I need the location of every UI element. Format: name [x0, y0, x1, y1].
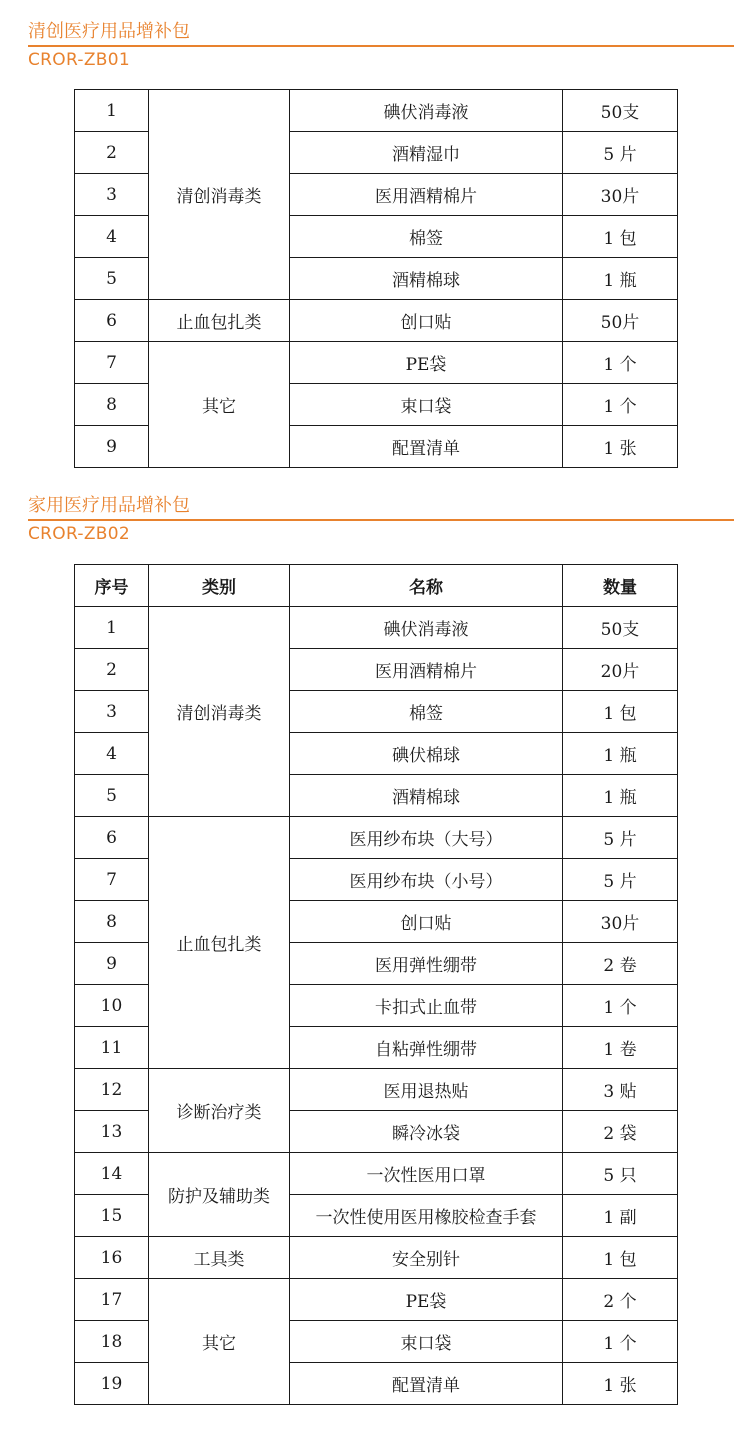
- kit2-title: 家用医疗用品增补包: [28, 495, 190, 516]
- kit1-divider: [28, 45, 734, 47]
- row-number: 5: [75, 258, 149, 300]
- row-number: 3: [75, 691, 149, 733]
- row-number: 11: [75, 1027, 149, 1069]
- item-quantity: 1 包: [563, 1237, 678, 1279]
- kit1-table: [74, 89, 678, 468]
- category-cell: 止血包扎类: [149, 817, 290, 1069]
- item-name: 酒精棉球: [290, 775, 563, 817]
- item-quantity: 30片: [563, 174, 678, 216]
- item-name: 酒精湿巾: [290, 132, 563, 174]
- category-cell: 防护及辅助类: [149, 1153, 290, 1237]
- item-quantity: 1 瓶: [563, 258, 678, 300]
- item-name: 棉签: [290, 691, 563, 733]
- item-name: 安全别针: [290, 1237, 563, 1279]
- item-quantity: 1 瓶: [563, 775, 678, 817]
- item-quantity: 1 包: [563, 216, 678, 258]
- row-number: 15: [75, 1195, 149, 1237]
- table-row: [75, 342, 678, 384]
- item-quantity: 5 片: [563, 859, 678, 901]
- item-name: 酒精棉球: [290, 258, 563, 300]
- item-quantity: 50片: [563, 300, 678, 342]
- kit1-code: CROR-ZB01: [28, 50, 130, 70]
- item-name: 医用酒精棉片: [290, 174, 563, 216]
- row-number: 13: [75, 1111, 149, 1153]
- header-qty: 数量: [563, 565, 678, 607]
- row-number: 3: [75, 174, 149, 216]
- row-number: 7: [75, 342, 149, 384]
- category-cell: 止血包扎类: [149, 300, 290, 342]
- item-name: 医用弹性绷带: [290, 943, 563, 985]
- header-name: 名称: [290, 565, 563, 607]
- row-number: 2: [75, 649, 149, 691]
- kit1-title: 清创医疗用品增补包: [28, 21, 190, 42]
- row-number: 4: [75, 216, 149, 258]
- category-cell: 其它: [149, 342, 290, 468]
- item-name: 碘伏消毒液: [290, 607, 563, 649]
- row-number: 2: [75, 132, 149, 174]
- item-name: 医用退热贴: [290, 1069, 563, 1111]
- row-number: 4: [75, 733, 149, 775]
- row-number: 8: [75, 901, 149, 943]
- header-category: 类别: [149, 565, 290, 607]
- kit2-divider: [28, 519, 734, 521]
- item-name: 卡扣式止血带: [290, 985, 563, 1027]
- table-row: [75, 607, 678, 649]
- table-row: [75, 817, 678, 859]
- kit2-table: [74, 564, 678, 1405]
- row-number: 8: [75, 384, 149, 426]
- item-quantity: 1 个: [563, 342, 678, 384]
- table-row: [75, 1237, 678, 1279]
- header-no: 序号: [75, 565, 149, 607]
- row-number: 1: [75, 90, 149, 132]
- row-number: 16: [75, 1237, 149, 1279]
- item-name: 创口贴: [290, 300, 563, 342]
- row-number: 5: [75, 775, 149, 817]
- row-number: 10: [75, 985, 149, 1027]
- table-header-row: [75, 565, 678, 607]
- item-quantity: 1 包: [563, 691, 678, 733]
- row-number: 6: [75, 300, 149, 342]
- item-name: 束口袋: [290, 384, 563, 426]
- item-name: 束口袋: [290, 1321, 563, 1363]
- row-number: 12: [75, 1069, 149, 1111]
- row-number: 18: [75, 1321, 149, 1363]
- table-row: [75, 1279, 678, 1321]
- table-row: [75, 1069, 678, 1111]
- item-name: 自粘弹性绷带: [290, 1027, 563, 1069]
- item-name: 一次性使用医用橡胶检查手套: [290, 1195, 563, 1237]
- row-number: 19: [75, 1363, 149, 1405]
- item-name: 医用纱布块（小号）: [290, 859, 563, 901]
- row-number: 14: [75, 1153, 149, 1195]
- row-number: 9: [75, 943, 149, 985]
- table-row: [75, 90, 678, 132]
- item-quantity: 5 片: [563, 817, 678, 859]
- item-name: 医用纱布块（大号）: [290, 817, 563, 859]
- item-name: 棉签: [290, 216, 563, 258]
- item-quantity: 5 只: [563, 1153, 678, 1195]
- item-quantity: 3 贴: [563, 1069, 678, 1111]
- category-cell: 诊断治疗类: [149, 1069, 290, 1153]
- item-quantity: 2 卷: [563, 943, 678, 985]
- category-cell: 清创消毒类: [149, 90, 290, 300]
- kit2-code: CROR-ZB02: [28, 524, 130, 544]
- item-quantity: 1 副: [563, 1195, 678, 1237]
- item-name: 碘伏消毒液: [290, 90, 563, 132]
- row-number: 7: [75, 859, 149, 901]
- row-number: 9: [75, 426, 149, 468]
- item-name: 瞬冷冰袋: [290, 1111, 563, 1153]
- item-quantity: 20片: [563, 649, 678, 691]
- category-cell: 其它: [149, 1279, 290, 1405]
- item-quantity: 1 张: [563, 1363, 678, 1405]
- item-quantity: 2 袋: [563, 1111, 678, 1153]
- item-quantity: 1 个: [563, 985, 678, 1027]
- item-quantity: 1 个: [563, 384, 678, 426]
- item-name: 创口贴: [290, 901, 563, 943]
- item-quantity: 5 片: [563, 132, 678, 174]
- item-quantity: 50支: [563, 607, 678, 649]
- item-name: 一次性医用口罩: [290, 1153, 563, 1195]
- item-name: 医用酒精棉片: [290, 649, 563, 691]
- item-name: 配置清单: [290, 426, 563, 468]
- category-cell: 工具类: [149, 1237, 290, 1279]
- row-number: 6: [75, 817, 149, 859]
- row-number: 1: [75, 607, 149, 649]
- row-number: 17: [75, 1279, 149, 1321]
- item-quantity: 50支: [563, 90, 678, 132]
- item-name: PE袋: [290, 1279, 563, 1321]
- item-name: 碘伏棉球: [290, 733, 563, 775]
- item-quantity: 2 个: [563, 1279, 678, 1321]
- item-quantity: 1 瓶: [563, 733, 678, 775]
- item-name: PE袋: [290, 342, 563, 384]
- table-row: [75, 300, 678, 342]
- item-quantity: 1 个: [563, 1321, 678, 1363]
- item-name: 配置清单: [290, 1363, 563, 1405]
- item-quantity: 1 张: [563, 426, 678, 468]
- item-quantity: 30片: [563, 901, 678, 943]
- item-quantity: 1 卷: [563, 1027, 678, 1069]
- table-row: [75, 1153, 678, 1195]
- category-cell: 清创消毒类: [149, 607, 290, 817]
